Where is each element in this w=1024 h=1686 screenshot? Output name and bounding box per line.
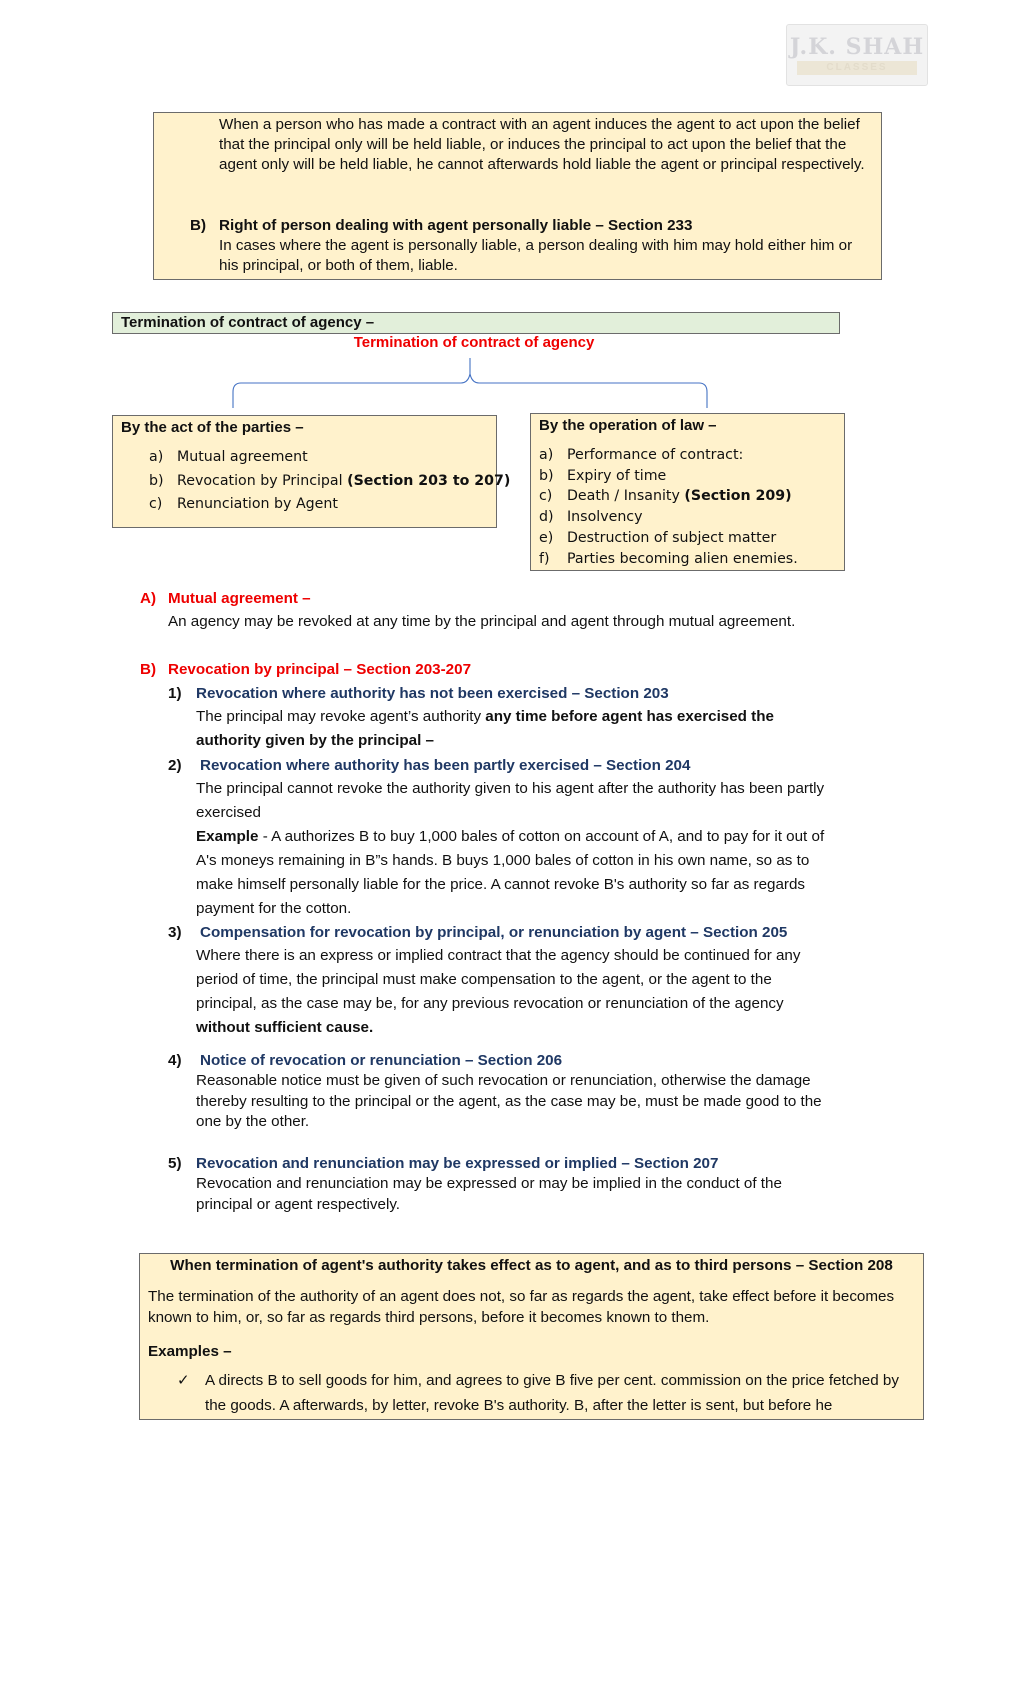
section-233-text: In cases where the agent is personally liable, a person dealing with him may hold either him or his principal, or both of them, liable.	[219, 237, 853, 275]
section-206-heading	[168, 1050, 828, 1071]
operation-of-law-box	[530, 413, 845, 571]
section-233-marker: B)	[190, 217, 207, 234]
logo-line-1: J.K. SHAH	[789, 34, 925, 60]
item-text: Destruction of subject matter	[567, 529, 777, 546]
section-205-text	[196, 944, 828, 1040]
list-item	[539, 549, 798, 570]
section-206-title: Notice of revocation or renunciation – Section 206	[200, 1052, 563, 1069]
jk-shah-logo	[786, 24, 928, 86]
item-text: Insolvency	[567, 509, 643, 526]
section-b-marker: B)	[140, 661, 157, 678]
section-205-item	[168, 922, 828, 1040]
item-text: Parties becoming alien enemies.	[567, 550, 798, 567]
section-a-mutual-agreement	[140, 588, 860, 634]
section-233-title: Right of person dealing with agent personally liable – Section 233	[219, 217, 693, 234]
section-203-item	[168, 683, 828, 753]
section-203-text-bold: any time before agent has exercised the authority given by the principal –	[196, 708, 774, 749]
item-marker: f)	[539, 550, 550, 567]
item-marker: e)	[539, 529, 554, 546]
section-203-heading	[168, 683, 828, 705]
operation-of-law-list	[539, 445, 798, 569]
section-206-item	[168, 1050, 828, 1133]
item-marker: d)	[539, 509, 554, 526]
item-marker: 5)	[168, 1155, 182, 1172]
list-item	[539, 507, 798, 528]
item-section-ref: (Section 203 to 207)	[347, 472, 511, 489]
section-203-title: Revocation where authority has not been exercised – Section 203	[196, 685, 669, 702]
section-b-title: Revocation by principal – Section 203-207	[168, 661, 472, 678]
section-205-heading	[168, 922, 828, 944]
item-text: Mutual agreement	[177, 449, 308, 465]
list-item	[539, 466, 798, 487]
list-item	[539, 486, 798, 507]
section-206-text: Reasonable notice must be given of such revocation or renunciation, otherwise the damage thereby resulting to the principal or the agent, as the case may be, must be made good to the one by the other.	[196, 1072, 822, 1130]
section-204-example	[196, 825, 840, 921]
item-marker: 2)	[168, 757, 182, 774]
item-marker: 4)	[168, 1052, 182, 1069]
section-203-text	[196, 705, 828, 753]
act-of-parties-heading: By the act of the parties –	[121, 419, 304, 436]
item-text: Expiry of time	[567, 467, 667, 484]
section-205-text-bold: without sufficient cause.	[196, 1019, 374, 1036]
brace-connector-icon	[225, 352, 715, 412]
operation-of-law-heading: By the operation of law –	[539, 417, 717, 434]
example-text: A directs B to sell goods for him, and agrees to give B five per cent. commission on the price fetched by the goods. A afterwards, by letter, revoke B's authority. B, after the letter is sent, but before he	[205, 1372, 899, 1414]
section-204-item	[168, 755, 840, 921]
section-233-heading	[190, 216, 692, 236]
section-a-text: An agency may be revoked at any time by the principal and agent through mutual agreement.	[168, 613, 796, 630]
item-text: Revocation by Principal	[177, 472, 348, 489]
checkmark-icon: ✓	[177, 1372, 190, 1389]
item-marker: b)	[149, 472, 164, 489]
section-a-marker: A)	[140, 590, 157, 607]
section-205-text-plain: Where there is an express or implied contract that the agency should be continued for any period of time, the principal must make compensation to the agent, or the agent to the principal, as the case may be, for any previous revocation or renunciation of the agency	[196, 947, 801, 1012]
act-of-parties-list	[149, 446, 510, 517]
example-label: Example	[196, 828, 259, 845]
item-marker: a)	[149, 449, 164, 465]
section-b-revocation	[140, 659, 860, 681]
section-208-text: The termination of the authority of an agent does not, so far as regards the agent, take effect before it becomes known to him, or, so far as regards third persons, before it becomes known to them.	[148, 1288, 895, 1326]
item-marker: b)	[539, 467, 554, 484]
section-205-title: Compensation for revocation by principal, or renunciation by agent – Section 205	[200, 924, 788, 941]
section-204-title: Revocation where authority has been partly exercised – Section 204	[200, 757, 691, 774]
section-208-box	[139, 1253, 924, 1420]
logo-line-2: CLASSES	[797, 61, 917, 75]
section-a-title: Mutual agreement –	[168, 590, 311, 607]
item-text: Performance of contract:	[567, 447, 744, 463]
section-204-heading	[168, 755, 840, 777]
section-233-box	[153, 112, 882, 280]
section-b-heading	[140, 659, 860, 681]
example-text: - A authorizes B to buy 1,000 bales of cotton on account of A, and to pay for it out of A's moneys remaining in B”s hands. B buys 1,000 bales of cotton in his own name, so as to make himself personally liable for the price. A cannot revoke B's authority so far as regards payment for the cotton.	[196, 828, 825, 917]
section-207-text: Revocation and renunciation may be expressed or may be implied in the conduct of the principal or agent respectively.	[196, 1175, 782, 1213]
list-item	[149, 493, 510, 517]
section-207-item	[168, 1153, 828, 1215]
list-item	[149, 446, 510, 470]
item-marker: 3)	[168, 924, 182, 941]
item-text: Death / Insanity	[567, 488, 685, 505]
list-item	[149, 470, 510, 494]
item-text: Renunciation by Agent	[177, 496, 338, 512]
list-item	[539, 528, 798, 549]
section-207-heading	[168, 1153, 828, 1174]
list-item	[539, 445, 798, 466]
item-marker: c)	[539, 488, 553, 505]
item-marker: 1)	[168, 685, 182, 702]
termination-heading-bar: Termination of contract of agency –	[112, 312, 840, 334]
item-marker: a)	[539, 447, 554, 463]
section-a-heading	[140, 588, 860, 610]
examples-label: Examples –	[148, 1343, 232, 1360]
section-203-text-plain: The principal may revoke agent’s authority	[196, 708, 486, 725]
section-207-title: Revocation and renunciation may be expressed or implied – Section 207	[196, 1155, 719, 1172]
estoppel-paragraph: When a person who has made a contract with an agent induces the agent to act upon the belief that the principal only will be held liable, or induces the principal to act upon the belief that the agent only will be held liable, he cannot afterwards hold liable the agent or principal respectively.	[219, 116, 865, 174]
section-208-heading: When termination of agent's authority takes effect as to agent, and as to third persons – Section 208	[170, 1257, 893, 1274]
diagram-title: Termination of contract of agency	[353, 334, 595, 351]
section-204-text: The principal cannot revoke the authority given to his agent after the authority has been partly exercised	[196, 780, 825, 821]
item-section-ref: (Section 209)	[684, 488, 792, 505]
act-of-parties-box	[112, 415, 511, 528]
item-marker: c)	[149, 496, 163, 512]
